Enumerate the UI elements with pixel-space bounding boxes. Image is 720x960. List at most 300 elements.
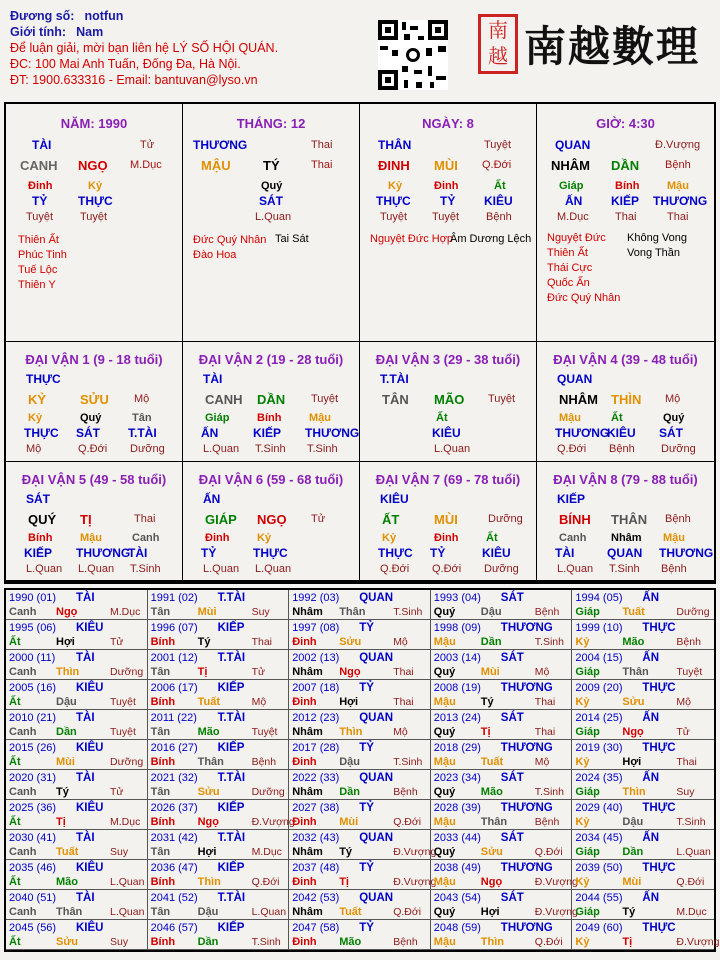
year-stem: Nhâm — [292, 906, 323, 918]
hidden-phase: Q.Đới — [78, 443, 108, 455]
hidden-stem: Kỷ — [388, 180, 403, 192]
year-cell[interactable] — [431, 590, 573, 620]
year-label: 2013 (24) — [433, 712, 481, 724]
year-cell[interactable] — [148, 680, 290, 710]
luck-stem: TÂN — [382, 392, 409, 407]
hidden-phase: Thai — [615, 211, 637, 223]
hidden-phase: L.Quan — [557, 563, 594, 575]
year-label: 2017 (28) — [292, 742, 340, 754]
contact-line-3[interactable]: ĐT: 1900.633316 - Email: bantuvan@lyso.vn — [10, 73, 258, 87]
hidden-god: KIẾP — [611, 194, 640, 208]
luck-title: ĐẠI VẬN 7 (69 - 78 tuổi) — [375, 472, 521, 487]
year-branch: Mùi — [622, 876, 642, 888]
year-branch: Dần — [339, 786, 360, 798]
year-branch: Tị — [622, 936, 633, 948]
pillars-row — [6, 104, 714, 342]
gender-label: Giới tính: — [10, 25, 67, 39]
year-cell[interactable] — [289, 710, 431, 740]
pillar-notes — [547, 231, 620, 306]
pillar-stem: ĐINH — [378, 158, 410, 173]
pillar-phase: M.Dục — [130, 159, 162, 171]
year-cell[interactable] — [572, 920, 720, 950]
year-cell[interactable] — [6, 650, 148, 680]
year-branch: Sửu — [622, 696, 645, 708]
year-cell[interactable] — [572, 710, 714, 740]
year-label: 2028 (39) — [433, 802, 481, 814]
year-phase: L.Quan — [676, 846, 711, 858]
year-stem: Tân — [150, 846, 171, 858]
pillar-god: QUAN — [555, 138, 591, 152]
year-label: 2024 (35) — [575, 772, 623, 784]
year-phase: Đ.Vượng — [393, 876, 437, 888]
year-phase: M.Dục — [110, 816, 141, 828]
luck-cell — [360, 342, 537, 462]
hidden-phase: T.Sinh — [130, 563, 161, 575]
pillar-branch: MÙI — [434, 158, 458, 173]
luck-cell — [183, 462, 360, 582]
year-cell[interactable] — [572, 890, 714, 920]
year-cell[interactable] — [6, 770, 148, 800]
year-cell[interactable] — [572, 650, 714, 680]
pillar-phase: Bệnh — [665, 159, 691, 171]
year-god: THƯƠNG — [500, 682, 553, 694]
luck-phase: Mộ — [665, 393, 681, 405]
luck-phase: Tử — [311, 513, 326, 525]
year-label: 2037 (48) — [292, 862, 340, 874]
luck-god: T.TÀI — [380, 372, 409, 386]
year-stem: Giáp — [575, 786, 600, 798]
hidden-phase: L.Quan — [78, 563, 115, 575]
year-cell[interactable] — [289, 740, 431, 770]
year-branch: Dậu — [622, 816, 644, 828]
year-cell[interactable] — [289, 650, 431, 680]
luck-stem: ẤT — [382, 512, 400, 527]
hidden-god: THƯƠNG — [76, 546, 131, 560]
hidden-phase: Thai — [667, 211, 689, 223]
note-neutral: Vong Thần — [627, 247, 681, 259]
hidden-stem: Giáp — [205, 412, 230, 424]
year-god: T.TÀI — [217, 772, 246, 784]
year-stem: Giáp — [575, 726, 600, 738]
year-branch: Tý — [197, 636, 211, 648]
year-phase: T.Sinh — [534, 636, 564, 648]
year-cell[interactable] — [289, 890, 431, 920]
year-cell[interactable] — [572, 770, 714, 800]
hidden-god: SÁT — [659, 426, 683, 440]
hidden-phase: L.Quan — [203, 563, 240, 575]
year-phase: Mộ — [251, 696, 267, 708]
year-cell[interactable] — [431, 860, 578, 890]
luck-title: ĐẠI VẬN 1 (9 - 18 tuổi) — [25, 352, 163, 367]
hidden-god: KIÊU — [484, 194, 513, 208]
luck-god: SÁT — [26, 492, 50, 506]
luck-branch: THÂN — [611, 512, 648, 527]
year-branch: Tị — [480, 726, 491, 738]
hidden-phase: Tuyệt — [26, 211, 54, 223]
year-stem: Giáp — [575, 606, 600, 618]
year-cell[interactable] — [6, 920, 148, 950]
year-god: ẤN — [642, 772, 660, 784]
year-stem: Quý — [433, 846, 456, 858]
year-phase: Tuyệt — [676, 666, 703, 678]
year-cell[interactable] — [572, 740, 714, 770]
year-label: 2020 (31) — [9, 772, 57, 784]
year-cell[interactable] — [289, 860, 437, 890]
year-cell[interactable] — [148, 740, 290, 770]
year-god: T.TÀI — [217, 832, 246, 844]
year-cell[interactable] — [148, 770, 290, 800]
year-god: THƯƠNG — [500, 622, 553, 634]
year-label: 1994 (05) — [575, 592, 623, 604]
year-god: QUAN — [359, 892, 394, 904]
year-cell[interactable] — [289, 680, 431, 710]
year-cell[interactable] — [431, 620, 573, 650]
year-branch: Tý — [480, 696, 494, 708]
hidden-god: THƯƠNG — [659, 546, 714, 560]
year-god: KIẾP — [217, 922, 245, 934]
year-cell[interactable] — [6, 590, 148, 620]
year-god: THỰC — [642, 682, 676, 694]
year-stem: Đinh — [292, 936, 317, 948]
year-cell[interactable] — [431, 680, 573, 710]
year-branch: Ngọ — [622, 726, 644, 738]
hidden-phase: L.Quan — [255, 211, 292, 223]
year-phase: L.Quan — [110, 876, 145, 888]
hidden-phase: Bệnh — [486, 211, 512, 223]
hidden-god: THƯƠNG — [305, 426, 360, 440]
hidden-god: TÀI — [128, 546, 148, 560]
year-branch: Mão — [622, 636, 645, 648]
hidden-stem: Quý — [80, 412, 102, 424]
year-branch: Dậu — [480, 606, 502, 618]
year-cell[interactable] — [148, 860, 290, 890]
year-phase: Bệnh — [393, 936, 418, 948]
header-info — [10, 8, 278, 88]
year-cell[interactable] — [572, 860, 714, 890]
year-god: KIẾP — [217, 682, 245, 694]
year-branch: Tị — [197, 666, 208, 678]
year-phase: Mộ — [534, 756, 550, 768]
luck-title: ĐẠI VẬN 2 (19 - 28 tuổi) — [198, 352, 344, 367]
year-cell[interactable] — [148, 710, 290, 740]
hidden-god: THƯƠNG — [653, 194, 708, 208]
hidden-stem: Ất — [494, 180, 506, 192]
year-stem: Nhâm — [292, 726, 323, 738]
year-cell[interactable] — [431, 650, 573, 680]
year-label: 2040 (51) — [9, 892, 57, 904]
year-stem: Tân — [150, 666, 171, 678]
note: Quốc Ấn — [547, 277, 590, 289]
year-stem: Mậu — [433, 876, 456, 888]
year-stem: Tân — [150, 786, 171, 798]
year-label: 2034 (45) — [575, 832, 623, 844]
year-branch: Sửu — [480, 846, 503, 858]
year-branch: Dần — [622, 846, 644, 858]
year-cell[interactable] — [6, 800, 148, 830]
pillar-star: Tuyệt — [484, 139, 512, 151]
year-cell[interactable] — [6, 860, 148, 890]
year-phase: Đ.Vượng — [676, 936, 720, 948]
pillar-hour — [537, 104, 714, 342]
year-phase: Tử — [110, 786, 124, 798]
year-cell[interactable] — [431, 770, 573, 800]
year-cell[interactable] — [148, 920, 290, 950]
year-stem: Đinh — [292, 876, 317, 888]
luck-phase: Mộ — [134, 393, 150, 405]
year-stem: Quý — [433, 666, 456, 678]
note: Đào Hoa — [193, 249, 237, 261]
year-god: T.TÀI — [217, 892, 246, 904]
year-stem: Giáp — [575, 666, 600, 678]
pillar-stem: MẬU — [201, 158, 231, 173]
year-branch: Thìn — [339, 726, 363, 738]
year-stem: Kỷ — [575, 696, 590, 708]
year-stem: Tân — [150, 906, 171, 918]
year-cell[interactable] — [6, 830, 148, 860]
year-stem: Quý — [433, 726, 456, 738]
year-cell[interactable] — [572, 620, 714, 650]
pillar-notes — [18, 233, 67, 293]
year-label: 2003 (14) — [433, 652, 481, 664]
year-cell[interactable] — [148, 590, 290, 620]
year-cell[interactable] — [431, 800, 573, 830]
year-branch: Tuất — [56, 846, 79, 858]
year-cell[interactable] — [148, 620, 290, 650]
year-branch: Mão — [339, 936, 362, 948]
luck-stem: GIÁP — [205, 512, 237, 527]
year-phase: Q.Đới — [534, 936, 563, 948]
year-god: KIẾP — [217, 802, 245, 814]
year-stem: Ất — [9, 936, 21, 948]
pillar-month — [183, 104, 360, 342]
year-label: 2042 (53) — [292, 892, 340, 904]
year-branch: Tuất — [197, 696, 220, 708]
year-cell[interactable] — [6, 890, 148, 920]
year-cell[interactable] — [572, 830, 714, 860]
year-stem: Bính — [150, 936, 176, 948]
hidden-god: THỰC — [24, 426, 59, 440]
hidden-stem: Nhâm — [611, 532, 642, 544]
note: Đức Quý Nhân — [193, 234, 267, 246]
pillar-notes-neutral — [627, 231, 687, 261]
year-stem: Quý — [433, 606, 456, 618]
year-branch: Ngọ — [56, 606, 78, 618]
gender-line — [10, 24, 278, 40]
hidden-phase: Q.Đới — [557, 443, 587, 455]
year-cell[interactable] — [289, 830, 437, 860]
pillar-phase: Q.Đới — [482, 159, 512, 171]
hidden-phase: L.Quan — [434, 443, 471, 455]
luck-god: ẤN — [203, 492, 221, 506]
hidden-god: ẤN — [201, 426, 219, 440]
year-label: 2025 (36) — [9, 802, 57, 814]
note: Thái Cực — [547, 262, 593, 274]
hidden-stem: Kỷ — [88, 180, 103, 192]
year-phase: Tuyệt — [110, 696, 136, 708]
year-phase: Đ.Vượng — [393, 846, 437, 858]
luck-god: QUAN — [557, 372, 593, 386]
year-phase: M.Dục — [251, 846, 282, 858]
year-cell[interactable] — [289, 920, 431, 950]
hidden-phase: Tuyệt — [80, 211, 108, 223]
luck-title: ĐẠI VẬN 3 (29 - 38 tuổi) — [375, 352, 521, 367]
year-god: TÀI — [76, 892, 95, 904]
year-stem: Đinh — [292, 696, 317, 708]
luck-god: THỰC — [26, 372, 61, 386]
year-branch: Ngọ — [480, 876, 503, 888]
hidden-god: SÁT — [259, 194, 283, 208]
hidden-stem: Ất — [486, 532, 498, 544]
year-god: THƯƠNG — [500, 862, 553, 874]
hidden-god: KIÊU — [432, 426, 461, 440]
year-branch: Mùi — [56, 756, 75, 768]
hidden-stem: Đinh — [434, 180, 459, 192]
year-label: 2048 (59) — [433, 922, 481, 934]
hidden-stem: Ất — [611, 412, 623, 424]
year-label: 2031 (42) — [150, 832, 198, 844]
pillar-stem: NHÂM — [551, 158, 590, 173]
year-label: 2032 (43) — [292, 832, 340, 844]
year-label: 2014 (25) — [575, 712, 623, 724]
year-label: 2012 (23) — [292, 712, 340, 724]
pillar-god: THÂN — [378, 138, 412, 152]
owner-value: notfun — [84, 9, 124, 23]
qr-code-icon — [378, 20, 448, 90]
year-cell[interactable] — [148, 650, 290, 680]
hidden-phase: Q.Đới — [432, 563, 462, 575]
year-cell[interactable] — [289, 800, 431, 830]
note: Nguyệt Đức Hợp — [370, 233, 454, 245]
year-phase: Bệnh — [393, 786, 418, 798]
year-stem: Nhâm — [292, 606, 323, 618]
year-stem: Kỷ — [575, 936, 590, 948]
year-god: TÀI — [76, 772, 95, 784]
year-phase: Suy — [676, 786, 695, 798]
year-phase: Thai — [676, 756, 697, 768]
year-label: 2009 (20) — [575, 682, 623, 694]
year-phase: L.Quan — [251, 906, 287, 918]
luck-phase: Tuyệt — [488, 393, 516, 405]
year-cell[interactable] — [572, 800, 714, 830]
year-label: 2041 (52) — [150, 892, 198, 904]
year-branch: Dậu — [339, 756, 360, 768]
note: Phúc Tinh — [18, 249, 67, 261]
hidden-god: TỶ — [440, 194, 456, 208]
year-label: 2036 (47) — [150, 862, 198, 874]
year-stem: Canh — [9, 846, 37, 858]
year-cell[interactable] — [572, 590, 714, 620]
year-branch: Sửu — [339, 636, 362, 648]
year-cell[interactable] — [572, 680, 714, 710]
owner-line — [10, 8, 278, 24]
year-cell[interactable] — [148, 890, 290, 920]
year-cell[interactable] — [289, 590, 431, 620]
year-label: 2043 (54) — [433, 892, 481, 904]
year-stem: Canh — [9, 786, 37, 798]
year-label: 2029 (40) — [575, 802, 623, 814]
year-god: TỶ — [359, 862, 374, 874]
year-cell[interactable] — [431, 890, 578, 920]
year-phase: Q.Đới — [393, 816, 422, 828]
year-cell[interactable] — [431, 920, 573, 950]
year-branch: Thìn — [197, 876, 221, 888]
year-god: T.TÀI — [217, 712, 246, 724]
year-phase: Mộ — [393, 726, 408, 738]
hidden-god: TỶ — [201, 546, 217, 560]
year-phase: Mộ — [393, 636, 408, 648]
year-cell[interactable] — [6, 620, 148, 650]
luck-cell — [6, 462, 183, 582]
year-god: QUAN — [359, 592, 394, 604]
year-stem: Ất — [9, 636, 21, 648]
luck-cell — [183, 342, 360, 462]
year-label: 1990 (01) — [9, 592, 57, 604]
year-branch: Mùi — [197, 606, 217, 618]
year-god: T.TÀI — [217, 592, 246, 604]
year-cell[interactable] — [6, 680, 148, 710]
luck-cell — [360, 462, 537, 582]
year-god: THỰC — [642, 802, 676, 814]
year-cell[interactable] — [6, 740, 148, 770]
luck-god: KIÊU — [380, 492, 409, 506]
year-stem: Nhâm — [292, 846, 323, 858]
year-phase: Thai — [393, 696, 414, 708]
hidden-phase: Mộ — [26, 443, 42, 455]
year-branch: Hợi — [197, 846, 217, 858]
year-cell[interactable] — [431, 710, 573, 740]
chart-grid — [4, 102, 716, 584]
hidden-phase: M.Dục — [557, 211, 589, 223]
year-stem: Bính — [150, 756, 176, 768]
year-god: SÁT — [500, 892, 524, 904]
year-stem: Đinh — [292, 816, 317, 828]
year-stem: Bính — [150, 696, 176, 708]
luck-god: TÀI — [203, 372, 223, 386]
year-cell[interactable] — [148, 800, 295, 830]
year-cell[interactable] — [148, 830, 290, 860]
year-label: 2038 (49) — [433, 862, 481, 874]
year-branch: Mão — [480, 786, 503, 798]
year-cell[interactable] — [431, 740, 573, 770]
year-god: KIÊU — [76, 922, 104, 934]
year-god: KIẾP — [217, 862, 245, 874]
year-phase: Suy — [110, 936, 129, 948]
luck-cell — [537, 462, 714, 582]
hidden-stem: Quý — [663, 412, 685, 424]
hidden-stem: Mậu — [667, 180, 689, 192]
year-phase: Thai — [393, 666, 414, 678]
year-branch: Hợi — [339, 696, 359, 708]
year-label: 2008 (19) — [433, 682, 481, 694]
year-cell[interactable] — [6, 710, 148, 740]
luck-stem: QUÝ — [28, 512, 57, 527]
annual-grid — [4, 588, 720, 952]
luck-branch: SỬU — [80, 392, 109, 407]
year-phase: Tuyệt — [110, 726, 136, 738]
pillar-stem: CANH — [20, 158, 58, 173]
hidden-phase: Tuyệt — [380, 211, 408, 223]
year-phase: M.Dục — [676, 906, 707, 918]
year-branch: Thân — [56, 906, 83, 918]
year-cell[interactable] — [289, 770, 431, 800]
hidden-stem: Mậu — [309, 412, 331, 424]
year-cell[interactable] — [431, 830, 573, 860]
year-phase: Thai — [251, 636, 273, 648]
year-stem: Canh — [9, 906, 37, 918]
year-cell[interactable] — [289, 620, 431, 650]
year-branch: Sửu — [56, 936, 79, 948]
year-label: 2015 (26) — [9, 742, 57, 754]
